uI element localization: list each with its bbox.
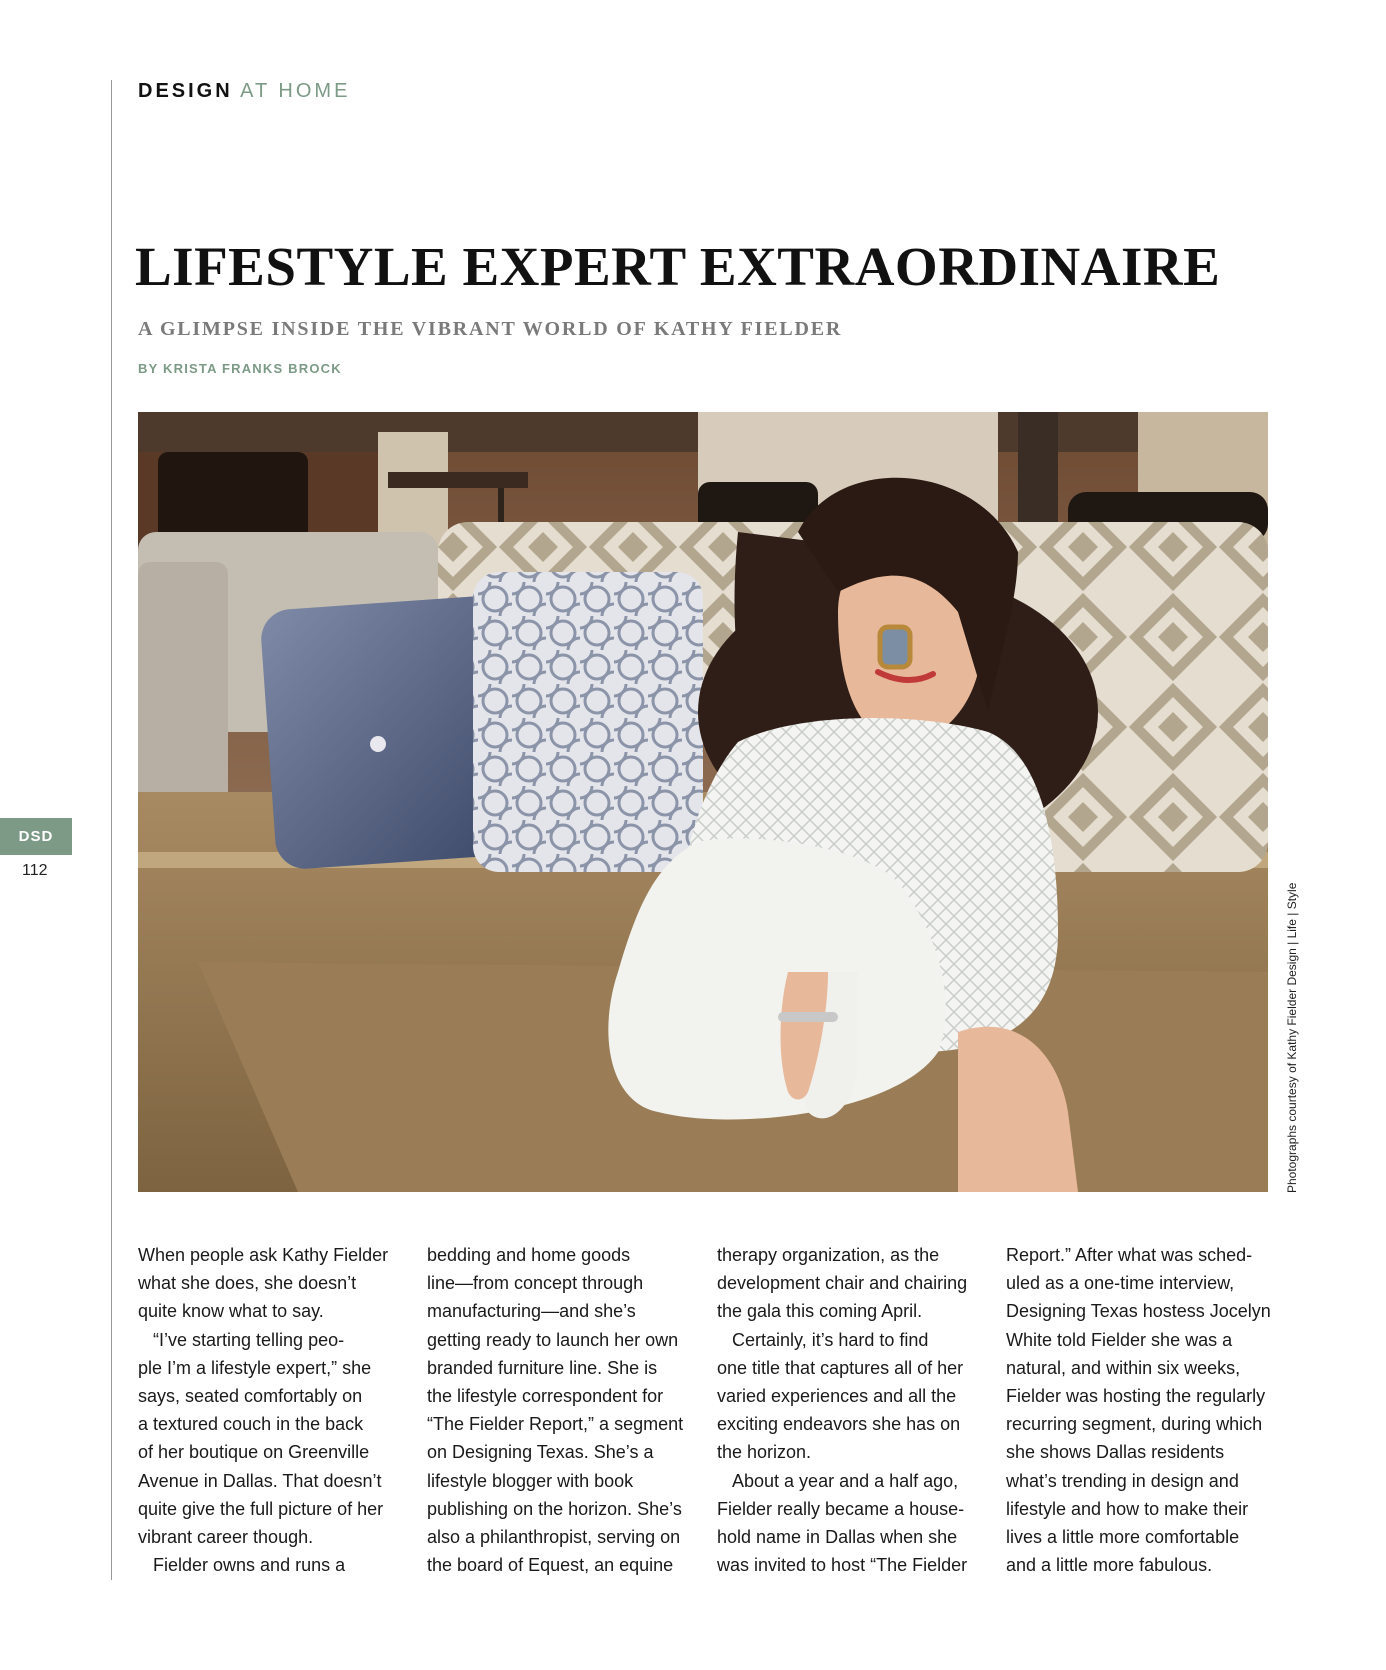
body-line: manufacturing—and she’s bbox=[427, 1301, 636, 1322]
body-column-1 bbox=[138, 1241, 400, 1579]
margin-rule bbox=[111, 80, 112, 1580]
body-line: When people ask Kathy Fielder bbox=[138, 1245, 389, 1265]
body-line: Report.” After what was sched- bbox=[1006, 1245, 1253, 1265]
body-line: therapy organization, as the bbox=[717, 1245, 940, 1265]
body-line: was invited to host “The Fielder bbox=[717, 1555, 968, 1576]
body-line: Fielder was hosting the regularly bbox=[1006, 1386, 1266, 1407]
body-line: says, seated comfortably on bbox=[138, 1386, 363, 1407]
body-line: uled as a one-time interview, bbox=[1006, 1273, 1235, 1294]
subheadline: A GLIMPSE INSIDE THE VIBRANT WORLD OF KATHY FIELDER bbox=[138, 318, 843, 340]
body-line: ple I’m a lifestyle expert,” she bbox=[138, 1357, 372, 1378]
page-number: 112 bbox=[22, 862, 48, 879]
body-line: quite give the full picture of her bbox=[138, 1498, 384, 1519]
body-line: publishing on the horizon. She’s bbox=[427, 1498, 682, 1519]
body-line: Fielder really became a house- bbox=[717, 1498, 965, 1519]
body-line: lifestyle blogger with book bbox=[427, 1470, 634, 1491]
body-line: Certainly, it’s hard to find bbox=[717, 1329, 929, 1350]
body-line: natural, and within six weeks, bbox=[1006, 1357, 1241, 1378]
headline: LIFESTYLE EXPERT EXTRAORDINAIRE bbox=[135, 236, 1221, 297]
body-line: branded furniture line. She is bbox=[427, 1357, 658, 1378]
body-line: bedding and home goods bbox=[427, 1245, 631, 1265]
body-line: line—from concept through bbox=[427, 1273, 644, 1294]
section-label-strong: DESIGN bbox=[138, 80, 233, 102]
body-line: what she does, she doesn’t bbox=[138, 1273, 357, 1294]
body-line: also a philanthropist, serving on bbox=[427, 1527, 681, 1548]
byline: BY KRISTA FRANKS BROCK bbox=[138, 361, 342, 376]
body-line: the gala this coming April. bbox=[717, 1301, 923, 1322]
section-label bbox=[138, 80, 350, 103]
body-line: varied experiences and all the bbox=[717, 1386, 957, 1407]
section-label-light: AT HOME bbox=[240, 80, 351, 102]
body-line: About a year and a half ago, bbox=[717, 1470, 959, 1491]
body-line: what’s trending in design and bbox=[1006, 1470, 1239, 1491]
body-line: the board of Equest, an equine bbox=[427, 1555, 674, 1576]
body-line: the horizon. bbox=[717, 1442, 812, 1463]
body-line: of her boutique on Greenville bbox=[138, 1442, 370, 1463]
body-line: exciting endeavors she has on bbox=[717, 1414, 961, 1435]
body-line: and a little more fabulous. bbox=[1006, 1555, 1213, 1576]
body-column-4 bbox=[1006, 1241, 1271, 1579]
body-line: the lifestyle correspondent for bbox=[427, 1386, 664, 1407]
body-line: vibrant career though. bbox=[138, 1527, 314, 1548]
body-line: White told Fielder she was a bbox=[1006, 1329, 1233, 1350]
body-line: Designing Texas hostess Jocelyn bbox=[1006, 1301, 1271, 1322]
body-line: development chair and chairing bbox=[717, 1273, 968, 1294]
publication-tab: DSD bbox=[0, 818, 72, 855]
body-line: quite know what to say. bbox=[138, 1301, 324, 1322]
body-line: hold name in Dallas when she bbox=[717, 1527, 958, 1548]
body-column-2 bbox=[427, 1241, 689, 1579]
body-line: she shows Dallas residents bbox=[1006, 1442, 1225, 1463]
body-line: Fielder owns and runs a bbox=[138, 1555, 346, 1576]
body-line: lives a little more comfortable bbox=[1006, 1527, 1240, 1548]
body-line: “The Fielder Report,” a segment bbox=[427, 1414, 684, 1435]
body-line: a textured couch in the back bbox=[138, 1414, 364, 1435]
body-column-3 bbox=[717, 1241, 979, 1579]
photo-credit: Photographs courtesy of Kathy Fielder Design | Life | Style bbox=[1285, 882, 1299, 1193]
body-line: Avenue in Dallas. That doesn’t bbox=[138, 1470, 382, 1491]
body-line: getting ready to launch her own bbox=[427, 1329, 679, 1350]
feature-photo bbox=[138, 412, 1268, 1192]
body-line: recurring segment, during which bbox=[1006, 1414, 1263, 1435]
body-line: lifestyle and how to make their bbox=[1006, 1498, 1249, 1519]
body-line: one title that captures all of her bbox=[717, 1357, 964, 1378]
body-line: on Designing Texas. She’s a bbox=[427, 1442, 654, 1463]
body-line: “I’ve starting telling peo- bbox=[138, 1329, 345, 1350]
